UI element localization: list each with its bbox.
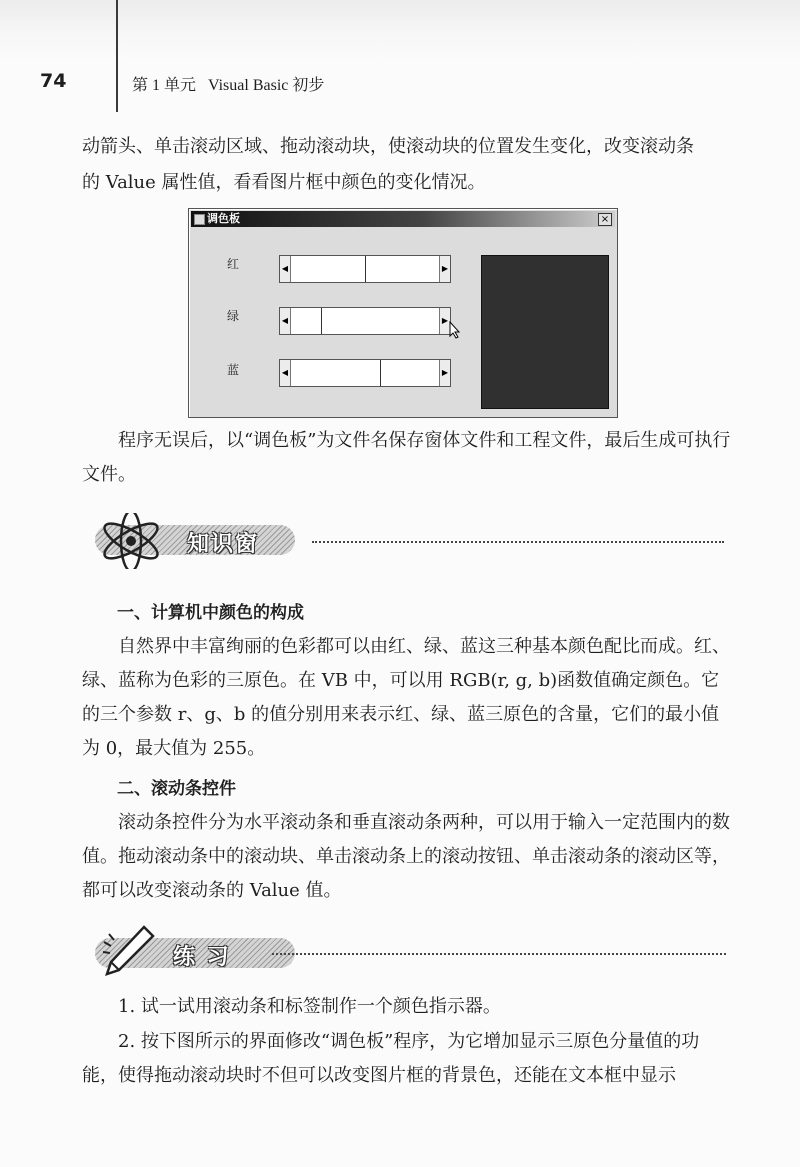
section-body-2: 滚动条控件分为水平滚动条和垂直滚动条两种，可以用于输入一定范围内的数值。拖动滚动条中的滚动块、单击滚动条上的滚动按钮、单击滚动条的滚动区等，都可以改变滚动条的 Value 值。 bbox=[82, 812, 730, 901]
page-top-decoration bbox=[0, 0, 800, 60]
scroll-right-arrow-icon[interactable]: ▶ bbox=[439, 360, 450, 386]
pencil-icon bbox=[99, 922, 159, 982]
scrollbar-thumb[interactable] bbox=[365, 256, 366, 282]
section-body-1: 自然界中丰富绚丽的色彩都可以由红、绿、蓝这三种基本颜色配比而成。红、绿、蓝称为色彩的三原色。在 VB 中，可以用 RGB(r, g, b)函数值确定颜色。它的三个参数 r、g、b 的值分别用来表示红、绿、蓝三原色的含量，它们的最小值为 0，最大值为 255。 bbox=[82, 636, 730, 759]
intro-line-1: 动箭头、单击滚动区域、拖动滚动块，使滚动块的位置发生变化，改变滚动条 bbox=[82, 136, 694, 157]
knowledge-banner-title: 知识窗 bbox=[187, 532, 260, 557]
exercise-banner-title: 练 习 bbox=[173, 945, 231, 970]
knowledge-banner bbox=[85, 513, 305, 569]
scrollbar-blue[interactable] bbox=[279, 359, 451, 387]
close-icon[interactable]: × bbox=[598, 213, 612, 226]
unit-title: 第 1 单元 Visual Basic 初步 bbox=[132, 77, 325, 94]
intro-line-2: 的 Value 属性值，看看图片框中颜色的变化情况。 bbox=[82, 172, 486, 193]
label-red: 红 bbox=[227, 257, 240, 271]
window-app-icon bbox=[194, 214, 205, 225]
exercise-1: 1. 试一试用滚动条和标签制作一个颜色指示器。 bbox=[118, 996, 501, 1017]
dotted-divider bbox=[312, 541, 724, 543]
scroll-left-arrow-icon[interactable]: ◀ bbox=[280, 308, 291, 334]
after-window-text: 程序无误后，以“调色板”为文件名保存窗体文件和工程文件，最后生成可执行文件。 bbox=[82, 430, 731, 485]
scrollbar-thumb[interactable] bbox=[321, 308, 322, 334]
scroll-right-arrow-icon[interactable]: ▶ bbox=[439, 308, 450, 334]
scrollbar-thumb[interactable] bbox=[380, 360, 381, 386]
window-title: 调色板 bbox=[207, 212, 240, 225]
page-number: 74 bbox=[40, 70, 67, 92]
atom-icon bbox=[93, 513, 173, 569]
scrollbar-green[interactable] bbox=[279, 307, 451, 335]
mouse-cursor-icon bbox=[449, 321, 461, 343]
scroll-left-arrow-icon[interactable]: ◀ bbox=[280, 256, 291, 282]
palette-window bbox=[188, 208, 618, 418]
section-heading-2: 二、滚动条控件 bbox=[117, 779, 236, 799]
header-divider bbox=[116, 0, 118, 112]
label-blue: 蓝 bbox=[227, 363, 240, 377]
label-green: 绿 bbox=[227, 309, 240, 323]
scrollbar-red[interactable] bbox=[279, 255, 451, 283]
color-picture-box bbox=[481, 255, 609, 409]
scroll-right-arrow-icon[interactable]: ▶ bbox=[439, 256, 450, 282]
exercise-2: 2. 按下图所示的界面修改“调色板”程序，为它增加显示三原色分量值的功能，使得拖动滚动块时不但可以改变图片框的背景色，还能在文本框中显示 bbox=[82, 1031, 700, 1086]
section-heading-1: 一、计算机中颜色的构成 bbox=[117, 603, 304, 623]
dotted-divider bbox=[272, 953, 726, 955]
window-title-bar bbox=[191, 211, 615, 227]
scroll-left-arrow-icon[interactable]: ◀ bbox=[280, 360, 291, 386]
